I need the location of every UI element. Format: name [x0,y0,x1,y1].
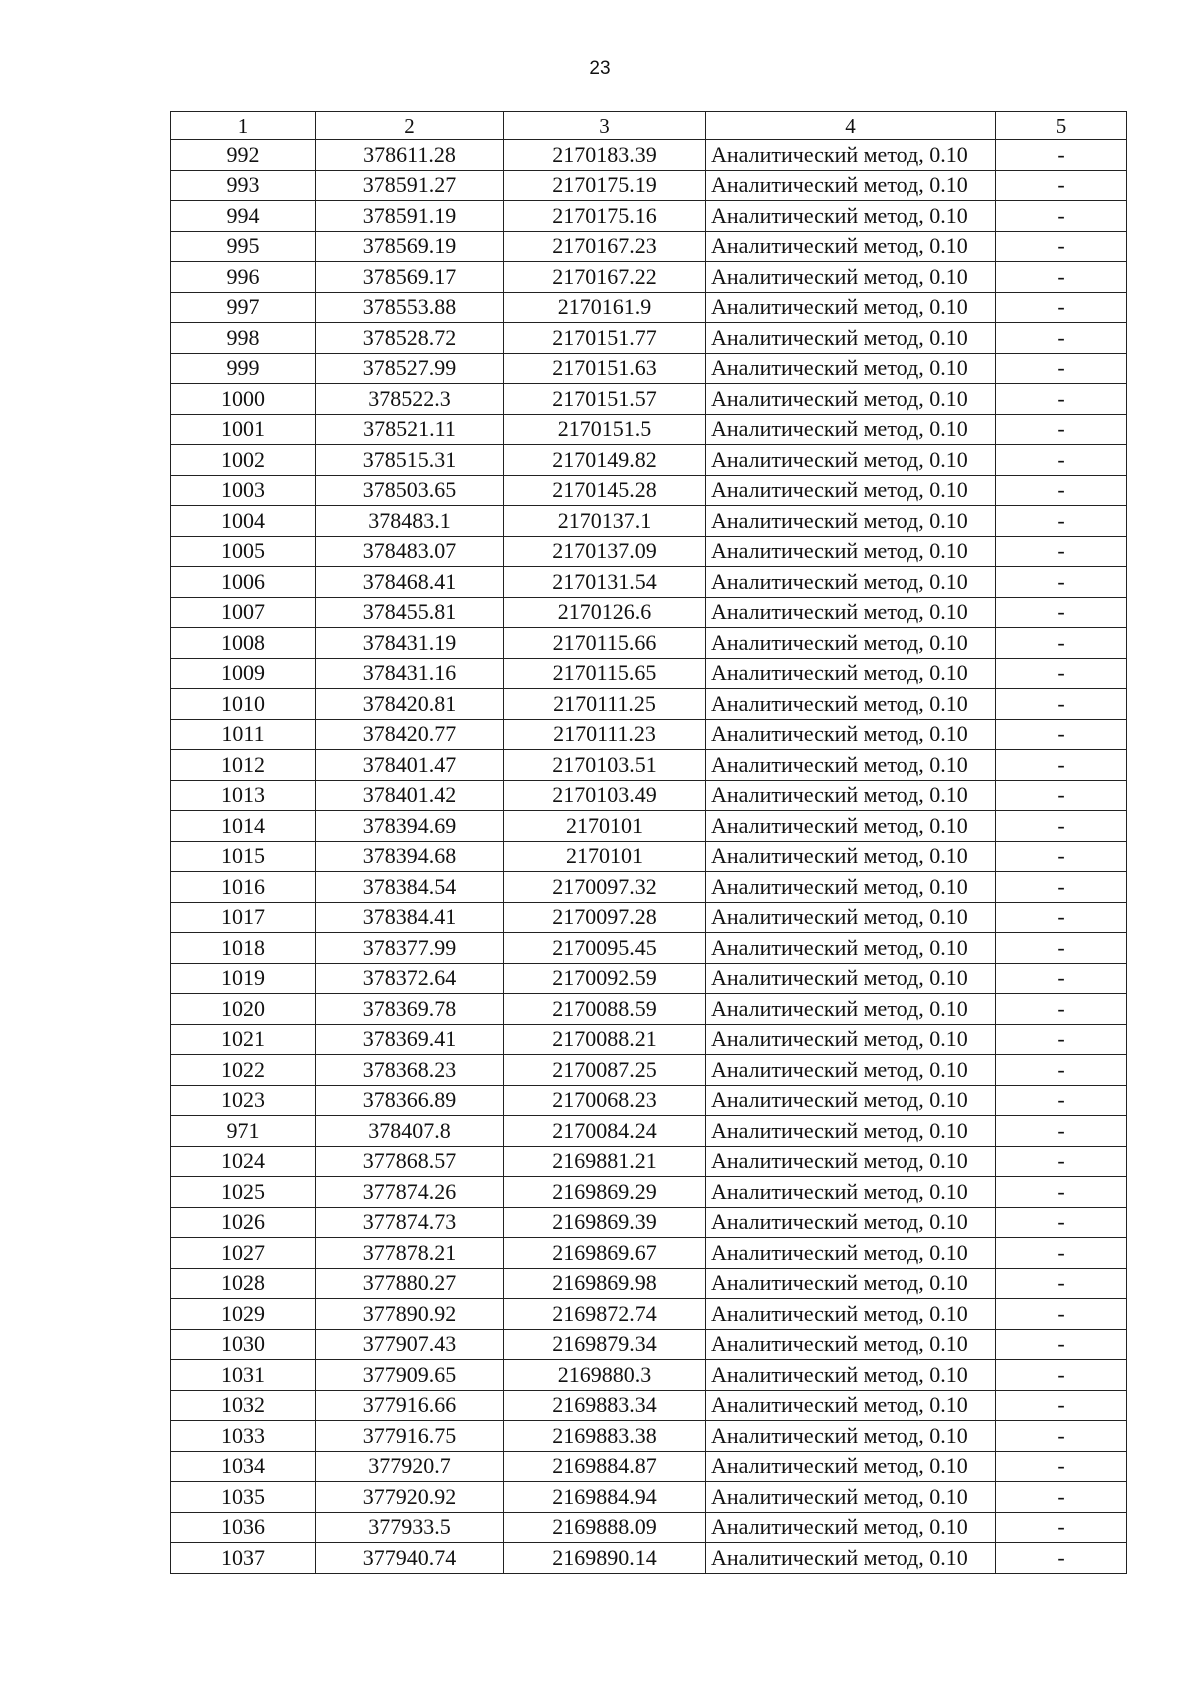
point-number-cell: 995 [171,231,316,262]
table-row [171,963,1127,994]
table-row [171,780,1127,811]
table-row [171,475,1127,506]
table-row [171,170,1127,201]
table-row [171,628,1127,659]
y-coordinate-cell: 2169888.09 [504,1512,706,1543]
note-cell: - [996,262,1127,293]
method-cell: Аналитический метод, 0.10 [706,1177,996,1208]
point-number-cell: 1002 [171,445,316,476]
point-number-cell: 1005 [171,536,316,567]
note-cell: - [996,719,1127,750]
x-coordinate-cell: 377933.5 [316,1512,504,1543]
table-row [171,1482,1127,1513]
method-cell: Аналитический метод, 0.10 [706,170,996,201]
point-number-cell: 1017 [171,902,316,933]
y-coordinate-cell: 2169884.87 [504,1451,706,1482]
note-cell: - [996,933,1127,964]
method-cell: Аналитический метод, 0.10 [706,780,996,811]
point-number-cell: 1026 [171,1207,316,1238]
method-cell: Аналитический метод, 0.10 [706,414,996,445]
note-cell: - [996,536,1127,567]
x-coordinate-cell: 378377.99 [316,933,504,964]
method-cell: Аналитический метод, 0.10 [706,384,996,415]
x-coordinate-cell: 378394.69 [316,811,504,842]
column-header-4: 4 [706,112,996,140]
point-number-cell: 1004 [171,506,316,537]
method-cell: Аналитический метод, 0.10 [706,689,996,720]
y-coordinate-cell: 2170115.66 [504,628,706,659]
method-cell: Аналитический метод, 0.10 [706,1360,996,1391]
x-coordinate-cell: 378521.11 [316,414,504,445]
y-coordinate-cell: 2170088.21 [504,1024,706,1055]
method-cell: Аналитический метод, 0.10 [706,597,996,628]
point-number-cell: 971 [171,1116,316,1147]
note-cell: - [996,567,1127,598]
point-number-cell: 1030 [171,1329,316,1360]
point-number-cell: 1019 [171,963,316,994]
point-number-cell: 1024 [171,1146,316,1177]
table-row [171,902,1127,933]
note-cell: - [996,353,1127,384]
method-cell: Аналитический метод, 0.10 [706,841,996,872]
point-number-cell: 994 [171,201,316,232]
note-cell: - [996,1207,1127,1238]
point-number-cell: 1025 [171,1177,316,1208]
note-cell: - [996,811,1127,842]
table-row [171,1451,1127,1482]
coordinates-table [170,111,1127,1574]
table-row [171,1146,1127,1177]
table-row [171,140,1127,171]
x-coordinate-cell: 378401.42 [316,780,504,811]
table-row [171,1329,1127,1360]
method-cell: Аналитический метод, 0.10 [706,1207,996,1238]
y-coordinate-cell: 2170103.51 [504,750,706,781]
y-coordinate-cell: 2170084.24 [504,1116,706,1147]
y-coordinate-cell: 2169880.3 [504,1360,706,1391]
table-row [171,689,1127,720]
x-coordinate-cell: 378394.68 [316,841,504,872]
table-row [171,1024,1127,1055]
y-coordinate-cell: 2169869.98 [504,1268,706,1299]
point-number-cell: 1012 [171,750,316,781]
table-row [171,567,1127,598]
method-cell: Аналитический метод, 0.10 [706,719,996,750]
point-number-cell: 1010 [171,689,316,720]
method-cell: Аналитический метод, 0.10 [706,994,996,1025]
note-cell: - [996,231,1127,262]
note-cell: - [996,872,1127,903]
y-coordinate-cell: 2170087.25 [504,1055,706,1086]
point-number-cell: 1007 [171,597,316,628]
note-cell: - [996,1268,1127,1299]
point-number-cell: 1035 [171,1482,316,1513]
y-coordinate-cell: 2169883.38 [504,1421,706,1452]
table-row [171,1421,1127,1452]
x-coordinate-cell: 377916.75 [316,1421,504,1452]
table-row [171,323,1127,354]
note-cell: - [996,506,1127,537]
y-coordinate-cell: 2170068.23 [504,1085,706,1116]
y-coordinate-cell: 2170137.09 [504,536,706,567]
method-cell: Аналитический метод, 0.10 [706,140,996,171]
method-cell: Аналитический метод, 0.10 [706,506,996,537]
table-row [171,262,1127,293]
table-row [171,1116,1127,1147]
y-coordinate-cell: 2170183.39 [504,140,706,171]
y-coordinate-cell: 2170097.32 [504,872,706,903]
y-coordinate-cell: 2170092.59 [504,963,706,994]
table-row [171,994,1127,1025]
y-coordinate-cell: 2169884.94 [504,1482,706,1513]
x-coordinate-cell: 378420.81 [316,689,504,720]
method-cell: Аналитический метод, 0.10 [706,1024,996,1055]
y-coordinate-cell: 2170131.54 [504,567,706,598]
note-cell: - [996,1116,1127,1147]
column-header-1: 1 [171,112,316,140]
method-cell: Аналитический метод, 0.10 [706,902,996,933]
table-body [171,140,1127,1574]
method-cell: Аналитический метод, 0.10 [706,445,996,476]
note-cell: - [996,1482,1127,1513]
x-coordinate-cell: 378527.99 [316,353,504,384]
method-cell: Аналитический метод, 0.10 [706,1268,996,1299]
method-cell: Аналитический метод, 0.10 [706,1421,996,1452]
point-number-cell: 1003 [171,475,316,506]
column-header-5: 5 [996,112,1127,140]
x-coordinate-cell: 378431.19 [316,628,504,659]
note-cell: - [996,841,1127,872]
x-coordinate-cell: 377890.92 [316,1299,504,1330]
note-cell: - [996,292,1127,323]
table-row [171,231,1127,262]
x-coordinate-cell: 378366.89 [316,1085,504,1116]
method-cell: Аналитический метод, 0.10 [706,323,996,354]
table-row [171,1512,1127,1543]
x-coordinate-cell: 378369.41 [316,1024,504,1055]
y-coordinate-cell: 2169869.67 [504,1238,706,1269]
note-cell: - [996,384,1127,415]
x-coordinate-cell: 378468.41 [316,567,504,598]
point-number-cell: 1034 [171,1451,316,1482]
point-number-cell: 1029 [171,1299,316,1330]
method-cell: Аналитический метод, 0.10 [706,567,996,598]
y-coordinate-cell: 2170101 [504,841,706,872]
x-coordinate-cell: 378528.72 [316,323,504,354]
point-number-cell: 1018 [171,933,316,964]
point-number-cell: 1009 [171,658,316,689]
method-cell: Аналитический метод, 0.10 [706,750,996,781]
method-cell: Аналитический метод, 0.10 [706,1116,996,1147]
point-number-cell: 1011 [171,719,316,750]
x-coordinate-cell: 377940.74 [316,1543,504,1574]
x-coordinate-cell: 377920.92 [316,1482,504,1513]
y-coordinate-cell: 2170095.45 [504,933,706,964]
y-coordinate-cell: 2169872.74 [504,1299,706,1330]
point-number-cell: 1027 [171,1238,316,1269]
method-cell: Аналитический метод, 0.10 [706,1329,996,1360]
table-row [171,841,1127,872]
method-cell: Аналитический метод, 0.10 [706,1085,996,1116]
table-row [171,201,1127,232]
table-row [171,536,1127,567]
note-cell: - [996,1024,1127,1055]
x-coordinate-cell: 378368.23 [316,1055,504,1086]
note-cell: - [996,1543,1127,1574]
note-cell: - [996,902,1127,933]
table-row [171,1085,1127,1116]
point-number-cell: 992 [171,140,316,171]
point-number-cell: 1031 [171,1360,316,1391]
x-coordinate-cell: 378455.81 [316,597,504,628]
method-cell: Аналитический метод, 0.10 [706,1482,996,1513]
note-cell: - [996,475,1127,506]
x-coordinate-cell: 378569.19 [316,231,504,262]
note-cell: - [996,1421,1127,1452]
note-cell: - [996,750,1127,781]
y-coordinate-cell: 2170151.63 [504,353,706,384]
x-coordinate-cell: 377909.65 [316,1360,504,1391]
x-coordinate-cell: 378372.64 [316,963,504,994]
table-row [171,1390,1127,1421]
x-coordinate-cell: 377874.26 [316,1177,504,1208]
page-number: 23 [589,58,611,79]
note-cell: - [996,963,1127,994]
y-coordinate-cell: 2170101 [504,811,706,842]
method-cell: Аналитический метод, 0.10 [706,933,996,964]
method-cell: Аналитический метод, 0.10 [706,1055,996,1086]
y-coordinate-cell: 2170088.59 [504,994,706,1025]
method-cell: Аналитический метод, 0.10 [706,1238,996,1269]
x-coordinate-cell: 378401.47 [316,750,504,781]
x-coordinate-cell: 377916.66 [316,1390,504,1421]
note-cell: - [996,1512,1127,1543]
point-number-cell: 1023 [171,1085,316,1116]
x-coordinate-cell: 378483.1 [316,506,504,537]
point-number-cell: 1001 [171,414,316,445]
y-coordinate-cell: 2170126.6 [504,597,706,628]
y-coordinate-cell: 2170145.28 [504,475,706,506]
y-coordinate-cell: 2169881.21 [504,1146,706,1177]
y-coordinate-cell: 2170167.23 [504,231,706,262]
point-number-cell: 999 [171,353,316,384]
note-cell: - [996,140,1127,171]
note-cell: - [996,1360,1127,1391]
point-number-cell: 1006 [171,567,316,598]
y-coordinate-cell: 2169879.34 [504,1329,706,1360]
y-coordinate-cell: 2170175.16 [504,201,706,232]
method-cell: Аналитический метод, 0.10 [706,963,996,994]
x-coordinate-cell: 378483.07 [316,536,504,567]
method-cell: Аналитический метод, 0.10 [706,353,996,384]
y-coordinate-cell: 2170167.22 [504,262,706,293]
x-coordinate-cell: 378591.19 [316,201,504,232]
point-number-cell: 1037 [171,1543,316,1574]
note-cell: - [996,1329,1127,1360]
point-number-cell: 1020 [171,994,316,1025]
note-cell: - [996,994,1127,1025]
note-cell: - [996,1390,1127,1421]
point-number-cell: 1000 [171,384,316,415]
note-cell: - [996,1299,1127,1330]
method-cell: Аналитический метод, 0.10 [706,475,996,506]
x-coordinate-cell: 378384.41 [316,902,504,933]
x-coordinate-cell: 378569.17 [316,262,504,293]
method-cell: Аналитический метод, 0.10 [706,628,996,659]
point-number-cell: 1021 [171,1024,316,1055]
table-row [171,445,1127,476]
x-coordinate-cell: 378522.3 [316,384,504,415]
x-coordinate-cell: 377920.7 [316,1451,504,1482]
y-coordinate-cell: 2170151.57 [504,384,706,415]
table-row [171,1055,1127,1086]
y-coordinate-cell: 2170161.9 [504,292,706,323]
point-number-cell: 997 [171,292,316,323]
note-cell: - [996,1085,1127,1116]
column-header-2: 2 [316,112,504,140]
note-cell: - [996,628,1127,659]
point-number-cell: 1014 [171,811,316,842]
note-cell: - [996,780,1127,811]
table-row [171,292,1127,323]
x-coordinate-cell: 378431.16 [316,658,504,689]
table-row [171,1207,1127,1238]
table-row [171,750,1127,781]
note-cell: - [996,323,1127,354]
y-coordinate-cell: 2169890.14 [504,1543,706,1574]
point-number-cell: 993 [171,170,316,201]
method-cell: Аналитический метод, 0.10 [706,1451,996,1482]
point-number-cell: 996 [171,262,316,293]
point-number-cell: 1036 [171,1512,316,1543]
note-cell: - [996,170,1127,201]
x-coordinate-cell: 377868.57 [316,1146,504,1177]
table-row [171,1177,1127,1208]
method-cell: Аналитический метод, 0.10 [706,1299,996,1330]
note-cell: - [996,445,1127,476]
note-cell: - [996,1146,1127,1177]
y-coordinate-cell: 2170097.28 [504,902,706,933]
method-cell: Аналитический метод, 0.10 [706,658,996,689]
method-cell: Аналитический метод, 0.10 [706,292,996,323]
method-cell: Аналитический метод, 0.10 [706,1390,996,1421]
y-coordinate-cell: 2170151.77 [504,323,706,354]
y-coordinate-cell: 2170137.1 [504,506,706,537]
y-coordinate-cell: 2170103.49 [504,780,706,811]
y-coordinate-cell: 2170111.25 [504,689,706,720]
table-row [171,1238,1127,1269]
note-cell: - [996,414,1127,445]
table-row [171,1299,1127,1330]
table-row [171,384,1127,415]
point-number-cell: 1032 [171,1390,316,1421]
x-coordinate-cell: 378591.27 [316,170,504,201]
x-coordinate-cell: 378420.77 [316,719,504,750]
x-coordinate-cell: 377880.27 [316,1268,504,1299]
table-row [171,1360,1127,1391]
point-number-cell: 1015 [171,841,316,872]
note-cell: - [996,1451,1127,1482]
table-row [171,597,1127,628]
point-number-cell: 1028 [171,1268,316,1299]
x-coordinate-cell: 378369.78 [316,994,504,1025]
x-coordinate-cell: 377878.21 [316,1238,504,1269]
point-number-cell: 998 [171,323,316,354]
table-row [171,1268,1127,1299]
method-cell: Аналитический метод, 0.10 [706,231,996,262]
table-row [171,933,1127,964]
note-cell: - [996,201,1127,232]
note-cell: - [996,1238,1127,1269]
y-coordinate-cell: 2170149.82 [504,445,706,476]
y-coordinate-cell: 2169883.34 [504,1390,706,1421]
table-row [171,719,1127,750]
table-row [171,414,1127,445]
table-header-row [171,112,1127,140]
y-coordinate-cell: 2170175.19 [504,170,706,201]
x-coordinate-cell: 378515.31 [316,445,504,476]
table-row [171,811,1127,842]
method-cell: Аналитический метод, 0.10 [706,201,996,232]
point-number-cell: 1008 [171,628,316,659]
y-coordinate-cell: 2170151.5 [504,414,706,445]
table-row [171,1543,1127,1574]
y-coordinate-cell: 2170111.23 [504,719,706,750]
y-coordinate-cell: 2169869.39 [504,1207,706,1238]
column-header-3: 3 [504,112,706,140]
method-cell: Аналитический метод, 0.10 [706,1543,996,1574]
method-cell: Аналитический метод, 0.10 [706,872,996,903]
x-coordinate-cell: 377907.43 [316,1329,504,1360]
y-coordinate-cell: 2169869.29 [504,1177,706,1208]
method-cell: Аналитический метод, 0.10 [706,1146,996,1177]
table-row [171,658,1127,689]
x-coordinate-cell: 378611.28 [316,140,504,171]
note-cell: - [996,689,1127,720]
x-coordinate-cell: 378407.8 [316,1116,504,1147]
table-row [171,506,1127,537]
x-coordinate-cell: 378503.65 [316,475,504,506]
table-row [171,353,1127,384]
method-cell: Аналитический метод, 0.10 [706,536,996,567]
table-row [171,872,1127,903]
y-coordinate-cell: 2170115.65 [504,658,706,689]
note-cell: - [996,1177,1127,1208]
method-cell: Аналитический метод, 0.10 [706,1512,996,1543]
note-cell: - [996,1055,1127,1086]
x-coordinate-cell: 378553.88 [316,292,504,323]
method-cell: Аналитический метод, 0.10 [706,262,996,293]
x-coordinate-cell: 378384.54 [316,872,504,903]
point-number-cell: 1013 [171,780,316,811]
method-cell: Аналитический метод, 0.10 [706,811,996,842]
x-coordinate-cell: 377874.73 [316,1207,504,1238]
point-number-cell: 1033 [171,1421,316,1452]
point-number-cell: 1016 [171,872,316,903]
note-cell: - [996,658,1127,689]
note-cell: - [996,597,1127,628]
point-number-cell: 1022 [171,1055,316,1086]
